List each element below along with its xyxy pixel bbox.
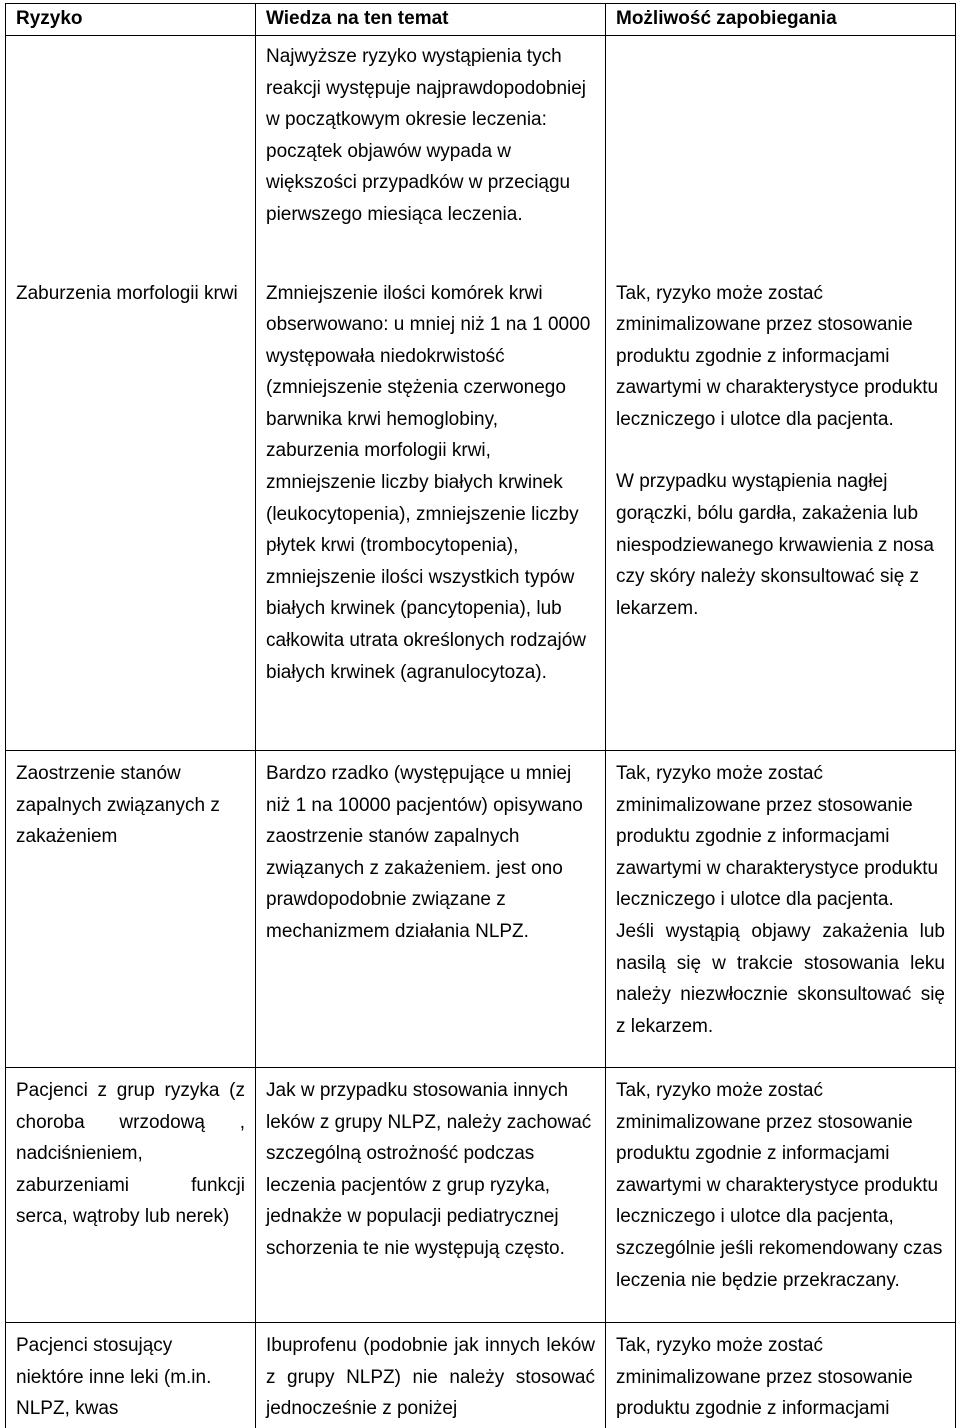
knowledge-cell: Jak w przypadku stosowania innych leków z grupy NLPZ, należy zachować szczególną ostrożność podczas leczenia pacjentów z grup ryzyka, jednakże w populacji pediatrycznej schorzenia te nie występują często. xyxy=(256,1068,606,1323)
knowledge-cell: Ibuprofenu (podobnie jak innych leków z grupy NLPZ) nie należy stosować jednocześnie z poniżej xyxy=(256,1323,606,1428)
knowledge-cell: Zmniejszenie ilości komórek krwi obserwowano: u mniej niż 1 na 1 0000 występowała niedokrwistość (zmniejszenie stężenia czerwonego barwnika krwi hemoglobiny, zaburzenia morfologii krwi, zmniejszenie liczby białych krwinek (leukocytopenia), zmniejszenie liczby płytek krwi (trombocytopenia), zmniejszenie ilości wszystkich typów białych krwinek (pancytopenia), lub całkowita utrata określonych rodzajów białych krwinek (agranulocytoza). xyxy=(256,274,606,751)
risk-cell: Zaostrzenie stanów zapalnych związanych z zakażeniem xyxy=(6,751,256,1068)
prevention-cell: Tak, ryzyko może zostać zminimalizowane przez stosowanie produktu zgodnie z informacjami xyxy=(606,1323,956,1428)
risk-cell: Pacjenci z grup ryzyka (z choroba wrzodową , nadciśnieniem, zaburzeniami funkcji serca, wątroby lub nerek) xyxy=(6,1068,256,1323)
prevention-cell xyxy=(606,751,956,1068)
prevention-cell xyxy=(606,274,956,751)
knowledge-cell: Bardzo rzadko (występujące u mniej niż 1 na 10000 pacjentów) opisywano zaostrzenie stanów zapalnych związanych z zakażeniem. jest ono prawdopodobnie związane z mechanizmem działania NLPZ. xyxy=(256,751,606,1068)
knowledge-cell: Najwyższe ryzyko wystąpienia tych reakcji występuje najprawdopodobniej w początkowym okresie leczenia: początek objawów wypada w większości przypadków w przeciągu pierwszego miesiąca leczenia. xyxy=(256,36,606,274)
prevention-text: Tak, ryzyko może zostać zminimalizowane przez stosowanie produktu zgodnie z informacjami zawartymi w charakterystyce produktu leczniczego i ulotce dla pacjenta. xyxy=(616,763,939,911)
risk-cell: Pacjenci stosujący niektóre inne leki (m.in. NLPZ, kwas xyxy=(6,1323,256,1428)
risk-table xyxy=(5,3,956,1428)
prevention-cell: Tak, ryzyko może zostać zminimalizowane przez stosowanie produktu zgodnie z informacjami zawartymi w charakterystyce produktu leczniczego i ulotce dla pacjenta, szczególnie jeśli rekomendowany czas leczenia nie będzie przekraczany. xyxy=(606,1068,956,1323)
header-prevention: Możliwość zapobiegania xyxy=(606,4,956,36)
header-risk: Ryzyko xyxy=(6,4,256,36)
table-row xyxy=(6,274,956,751)
prevention-cell xyxy=(606,36,956,274)
header-row xyxy=(6,4,956,36)
prevention-advice: Jeśli wystąpią objawy zakażenia lub nasilą się w trakcie stosowania leku należy niezwłocznie skonsultować się z lekarzem. xyxy=(616,920,945,1037)
table-row xyxy=(6,1068,956,1323)
header-knowledge: Wiedza na ten temat xyxy=(256,4,606,36)
prevention-advice: W przypadku wystąpienia nagłej gorączki, bólu gardła, zakażenia lub niespodziewanego krwawienia z nosa czy skóry należy skonsultować się z lekarzem. xyxy=(616,471,934,619)
table-row xyxy=(6,1323,956,1428)
risk-cell: Zaburzenia morfologii krwi xyxy=(6,274,256,751)
risk-cell xyxy=(6,36,256,274)
table-row xyxy=(6,751,956,1068)
prevention-text: Tak, ryzyko może zostać zminimalizowane przez stosowanie produktu zgodnie z informacjami zawartymi w charakterystyce produktu leczniczego i ulotce dla pacjenta. xyxy=(616,282,939,430)
table-row xyxy=(6,36,956,274)
